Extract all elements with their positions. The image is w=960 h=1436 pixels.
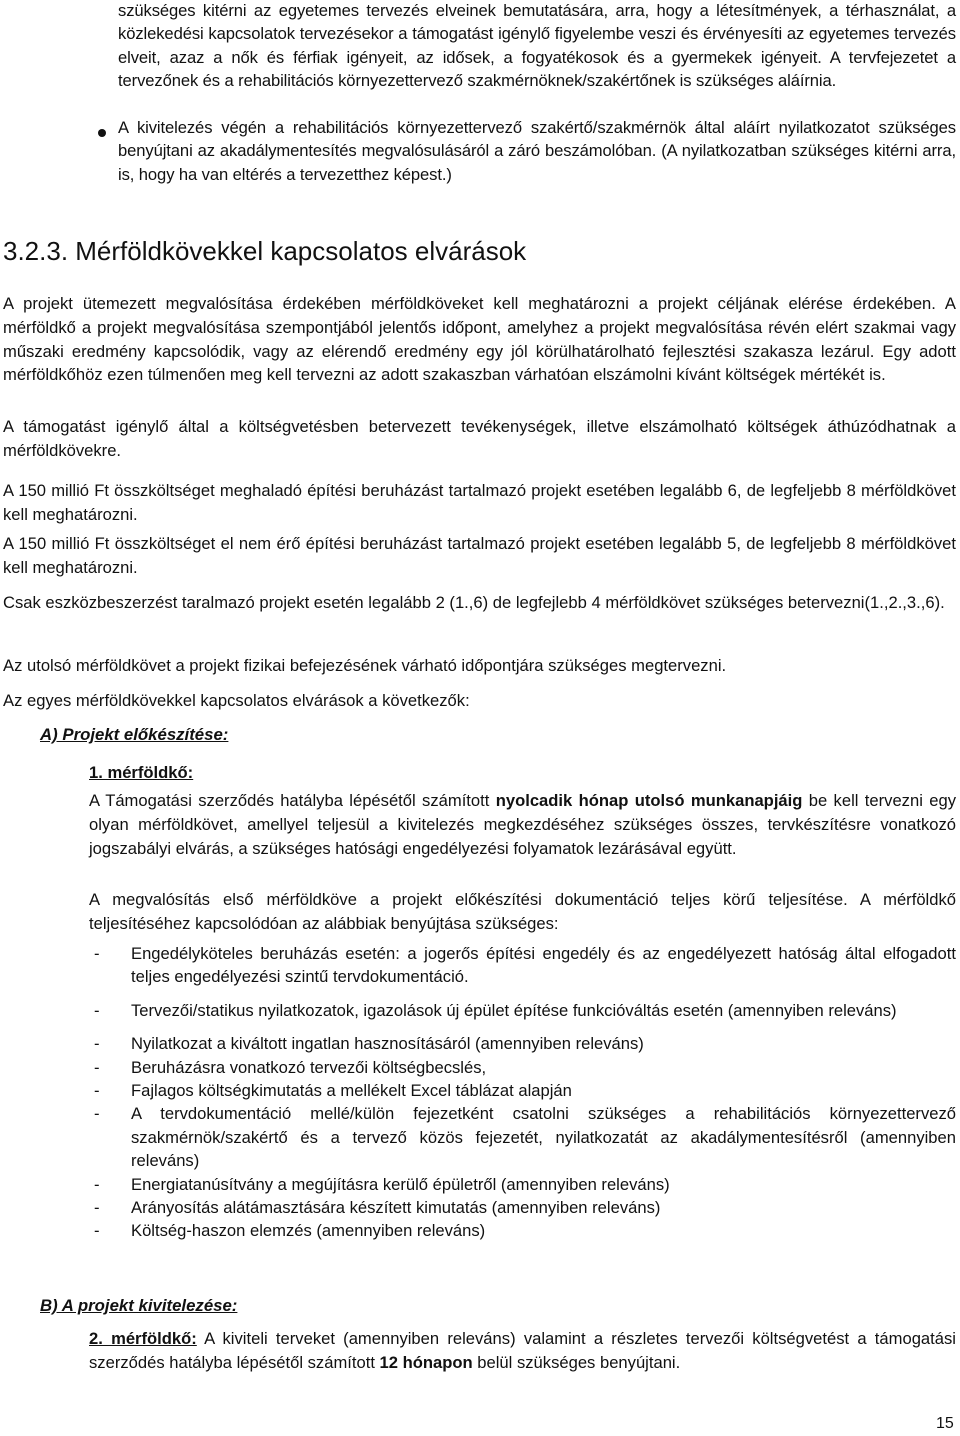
section-b-title: B) A projekt kivitelezése:	[40, 1296, 238, 1315]
list-item: - Tervezői/statikus nyilatkozatok, igazolások új épület építése funkcióváltás esetén (amennyiben releváns)	[94, 1000, 897, 1020]
paragraph-milestones-intro: A projekt ütemezett megvalósítása érdekében mérföldköveket kell meghatározni a projekt céljának elérése érdekében. A mérföldkő a projekt megvalósítása szempontjából jelentős időpont, amelyhez a projekt megvalósítása révén elért szakmai vagy műszaki eredmény kapcsolódik, vagy az elérendő eredmény egy jól körülhatárolható fejlesztési szakasza lezárul. Egy adott mérföldkőhöz ezen túlmenően meg kell tervezni az adott szakaszban várhatóan elszámolni kívánt költségek mértékét is.	[3, 294, 956, 385]
bullet-item-2: A kivitelezés végén a rehabilitációs környezettervező szakértő/szakmérnök által aláírt nyilatkozatot szükséges benyújtani az akadálymentesítés megvalósulásáról a záró beszámolóban. (A nyilatkozatban szükséges kitérni arra, is, hogy ha van eltérés a tervezetthez képest.)	[118, 118, 956, 184]
paragraph-under-150m: A 150 millió Ft összköltséget el nem érő építési beruházást tartalmazó projekt esetében legalább 5, de legfeljebb 8 mérföldkövet kell meghatározni.	[3, 534, 956, 577]
paragraph-cost-shift: A támogatást igénylő által a költségvetésben betervezett tevékenységek, illetve elszámolható költségek áthúzódhatnak a mérföldkövekre.	[3, 417, 956, 460]
list-item: - A tervdokumentáció mellé/külön fejezetként csatolni szükséges a rehabilitációs környezettervező szakmérnök/szakértő és a tervező közös fejezetét, nyilatkozatát az akadálymentesítésről (amennyiben releváns)	[94, 1104, 956, 1171]
paragraph-equipment-only: Csak eszközbeszerzést taralmazó projekt esetén legalább 2 (1.,6) de legfejlebb 4 mérföldkövet szükséges betervezni(1.,2.,3.,6).	[3, 593, 945, 612]
milestone-2-description: 2. mérföldkő: A kiviteli terveket (amennyiben releváns) valamint a részletes tervezői költségvetést a támogatási szerződés hatályba lépésétől számított 12 hónapon belül szükséges benyújtani.	[89, 1329, 956, 1372]
paragraph-last-milestone: Az utolsó mérföldkövet a projekt fizikai befejezésének várható időpontjára szükséges megtervezni.	[3, 656, 727, 675]
list-item: - Nyilatkozat a kiváltott ingatlan hasznosításáról (amennyiben releváns)	[94, 1034, 644, 1054]
paragraph-over-150m: A 150 millió Ft összköltséget meghaladó építési beruházást tartalmazó projekt esetében legalább 6, de legfeljebb 8 mérföldkövet kell meghatározni.	[3, 481, 956, 524]
list-item: - Költség-haszon elemzés (amennyiben releváns)	[94, 1221, 486, 1241]
list-item: - Engedélyköteles beruházás esetén: a jogerős építési engedély és az engedélyezett hatóság által elfogadott teljes engedélyezési szintű tervdokumentáció.	[94, 944, 956, 987]
list-item: - Beruházásra vonatkozó tervezői költségbecslés,	[94, 1057, 487, 1077]
milestone-1-description: A Támogatási szerződés hatályba lépésétől számított nyolcadik hónap utolsó munkanapjáig be kell tervezni egy olyan mérföldkövet, amellyel teljesül a kivitelezés megkezdéséhez szükséges összes, tervkészítésre vonatkozó jogszabályi elvárás, a szükséges hatósági engedélyezési folyamatok lezárásával együtt.	[89, 791, 956, 858]
milestone-1-label: 1. mérföldkő:	[89, 763, 194, 782]
bullet-dot-icon	[98, 129, 106, 137]
paragraph-expectations-intro: Az egyes mérföldkövekkel kapcsolatos elvárások a következők:	[3, 691, 470, 710]
list-item: - Arányosítás alátámasztására készített kimutatás (amennyiben releváns)	[94, 1198, 661, 1218]
page-number: 15	[936, 1415, 954, 1432]
list-item: - Fajlagos költségkimutatás a mellékelt Excel táblázat alapján	[94, 1081, 572, 1101]
section-a-title: A) Projekt előkészítése:	[40, 725, 229, 744]
milestone-1-deliverables-list	[89, 942, 956, 1243]
section-heading: 3.2.3. Mérföldkövekkel kapcsolatos elvárások	[3, 236, 527, 266]
bullet-item-1: szükséges kitérni az egyetemes tervezés elveinek bemutatására, arra, hogy a létesítmények, a térhasználat, a közlekedési kapcsolatok tervezésekor a támogatást igénylő figyelembe veszi és érvényesíti az egyetemes tervezés elveit, azaz a nők és férfiak igényeit, az idősek, a fogyatékosok és a gyermekek igényeit. A tervfejezetet a tervezőnek és a rehabilitációs környezettervező szakmérnöknek/szakértőnek is szükséges aláírnia.	[118, 1, 956, 91]
milestone-1-deliverables-intro: A megvalósítás első mérföldköve a projekt előkészítési dokumentáció teljes körű teljesítése. A mérföldkő teljesítéséhez kapcsolódóan az alábbiak benyújtása szükséges:	[89, 890, 956, 933]
list-item: - Energiatanúsítvány a megújításra kerülő épületről (amennyiben releváns)	[94, 1174, 670, 1194]
